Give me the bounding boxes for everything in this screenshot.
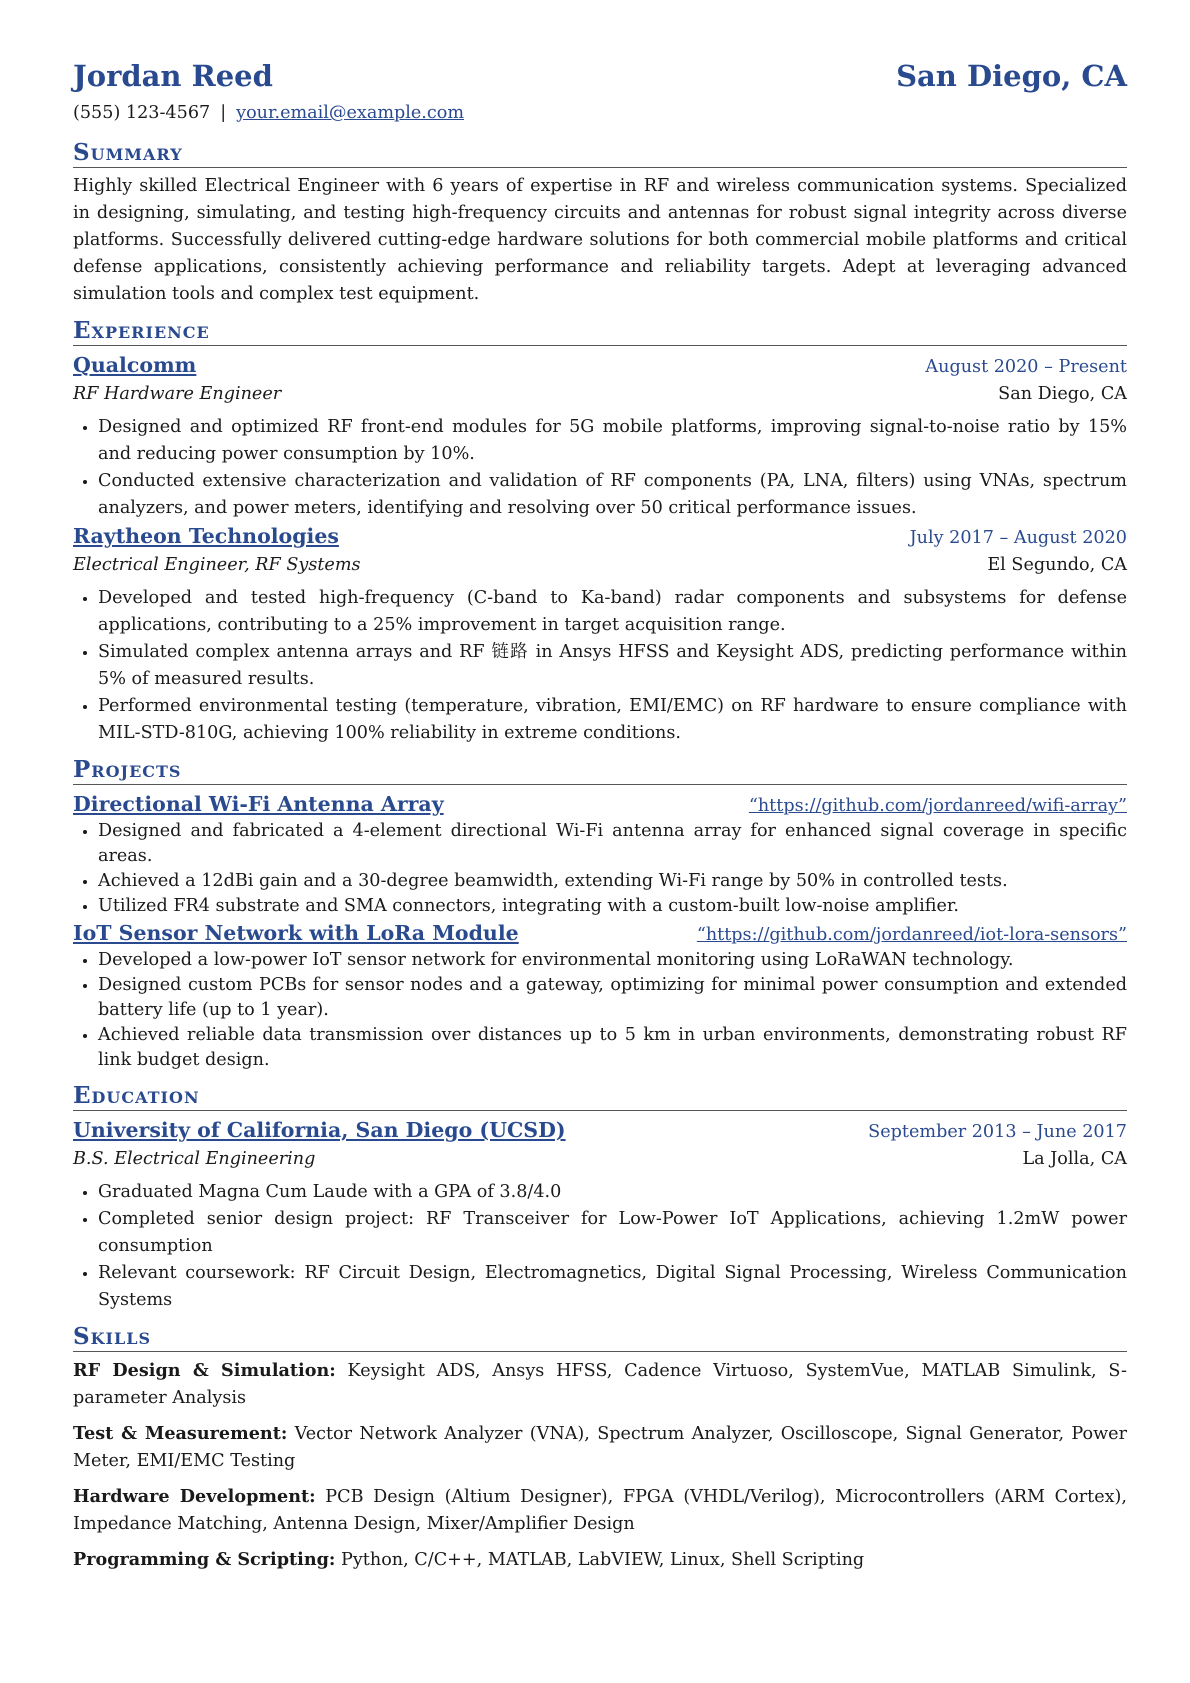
list-item: • Designed custom PCBs for sensor nodes and a gateway, optimizing for minimal power consumption and extended battery life (up to 1 year). [98,973,1127,1023]
skill-group-label: Hardware Development: [73,1486,316,1507]
job-dates: July 2017 – August 2020 [909,528,1127,548]
candidate-name: Jordan Reed [73,59,273,93]
company-link[interactable]: Raytheon Technologies [73,524,339,548]
school-link[interactable]: University of California, San Diego (UCSD) [73,1118,566,1142]
list-item: • Performed environmental testing (temperature, vibration, EMI/EMC) on RF hardware to ensure compliance with MIL-STD-810G, achieving 100% reliability in extreme conditions. [98,693,1127,747]
education-dates: September 2013 – June 2017 [868,1122,1127,1142]
education-entry [73,1116,1127,1314]
candidate-location: San Diego, CA [896,59,1127,93]
skill-group-items: Keysight ADS, Ansys HFSS, Cadence Virtuoso, SystemVue, MATLAB Simulink, S-parameter Analysis [73,1361,1127,1408]
section-title-projects: Projects [73,756,1127,785]
list-item: • Conducted extensive characterization and validation of RF components (PA, LNA, filters) using VNAs, spectrum analyzers, and power meters, identifying and resolving over 50 critical performance issues. [98,468,1127,522]
section-title-experience: Experience [73,317,1127,346]
experience-entry [73,351,1127,522]
list-item: • Completed senior design project: RF Transceiver for Low-Power IoT Applications, achieving 1.2mW power consumption [98,1206,1127,1260]
contact-line [73,100,1127,127]
phone-number: (555) 123-4567 [73,103,211,123]
education-bullets [73,1179,1127,1314]
list-item: • Graduated Magna Cum Laude with a GPA of 3.8/4.0 [98,1179,1127,1206]
skill-group-items: PCB Design (Altium Designer), FPGA (VHDL/Verilog), Microcontrollers (ARM Cortex), Impedance Matching, Antenna Design, Mixer/Amplifier Design [73,1487,1128,1534]
project-repo-link[interactable]: “https://github.com/jordanreed/wifi-array” [748,796,1127,816]
skill-group [73,1546,1127,1574]
skill-group [73,1483,1127,1538]
section-title-summary: Summary [73,139,1127,168]
resume-header [73,56,1127,96]
list-item: • Relevant coursework: RF Circuit Design, Electromagnetics, Digital Signal Processing, Wireless Communication Systems [98,1260,1127,1314]
job-dates: August 2020 – Present [925,357,1127,377]
list-item: • Developed a low-power IoT sensor network for environmental monitoring using LoRaWAN technology. [98,948,1127,973]
project-entry [73,790,1127,919]
email-link[interactable]: your.email@example.com [236,103,465,123]
list-item: • Designed and optimized RF front-end modules for 5G mobile platforms, improving signal-to-noise ratio by 15% and reducing power consumption by 10%. [98,414,1127,468]
project-repo-link[interactable]: “https://github.com/jordanreed/iot-lora-sensors” [696,925,1127,945]
list-item: • Utilized FR4 substrate and SMA connectors, integrating with a custom-built low-noise amplifier. [98,894,1127,919]
skill-group [73,1357,1127,1412]
resume-page [73,56,1127,1574]
skill-group-label: RF Design & Simulation: [73,1360,336,1381]
experience-entry [73,522,1127,747]
skill-group-label: Programming & Scripting: [73,1549,336,1570]
list-item: • Developed and tested high-frequency (C-band to Ka-band) radar components and subsystems for defense applications, contributing to a 25% improvement in target acquisition range. [98,585,1127,639]
summary-text: Highly skilled Electrical Engineer with 6 years of expertise in RF and wireless communication systems. Specialized in designing, simulating, and testing high-frequency circuits and antennas for robust signal integrity across diverse platforms. Successfully delivered cutting-edge hardware solutions for both commercial mobile platforms and critical defense applications, consistently achieving performance and reliability targets. Adept at leveraging advanced simulation tools and complex test equipment. [73,176,1127,304]
skill-group-label: Test & Measurement: [73,1423,288,1444]
skill-group-items: Python, C/C++, MATLAB, LabVIEW, Linux, Shell Scripting [341,1550,865,1570]
list-item: • Achieved a 12dBi gain and a 30-degree beamwidth, extending Wi-Fi range by 50% in controlled tests. [98,869,1127,894]
project-name-link[interactable]: Directional Wi-Fi Antenna Array [73,792,444,816]
list-item: • Achieved reliable data transmission over distances up to 5 km in urban environments, demonstrating robust RF link budget design. [98,1023,1127,1073]
school-location: La Jolla, CA [1022,1149,1127,1169]
project-bullets [73,819,1127,919]
section-title-skills: Skills [73,1323,1127,1352]
skill-group-items: Vector Network Analyzer (VNA), Spectrum Analyzer, Oscilloscope, Signal Generator, Power Meter, EMI/EMC Testing [73,1424,1127,1471]
degree-title: B.S. Electrical Engineering [73,1149,316,1169]
list-item: • Designed and fabricated a 4-element directional Wi-Fi antenna array for enhanced signal coverage in specific areas. [98,819,1127,869]
job-location: El Segundo, CA [987,555,1127,575]
job-title: Electrical Engineer, RF Systems [73,555,361,575]
company-link[interactable]: Qualcomm [73,353,197,377]
project-bullets [73,948,1127,1073]
job-bullets [73,585,1127,747]
project-name-link[interactable]: IoT Sensor Network with LoRa Module [73,921,519,945]
job-title: RF Hardware Engineer [73,384,282,404]
job-location: San Diego, CA [998,384,1127,404]
list-item: • Simulated complex antenna arrays and RF 链路 in Ansys HFSS and Keysight ADS, predicting performance within 5% of measured results. [98,639,1127,693]
job-bullets [73,414,1127,522]
skill-group [73,1420,1127,1475]
project-entry [73,919,1127,1073]
section-title-education: Education [73,1082,1127,1111]
contact-separator: | [220,103,227,123]
